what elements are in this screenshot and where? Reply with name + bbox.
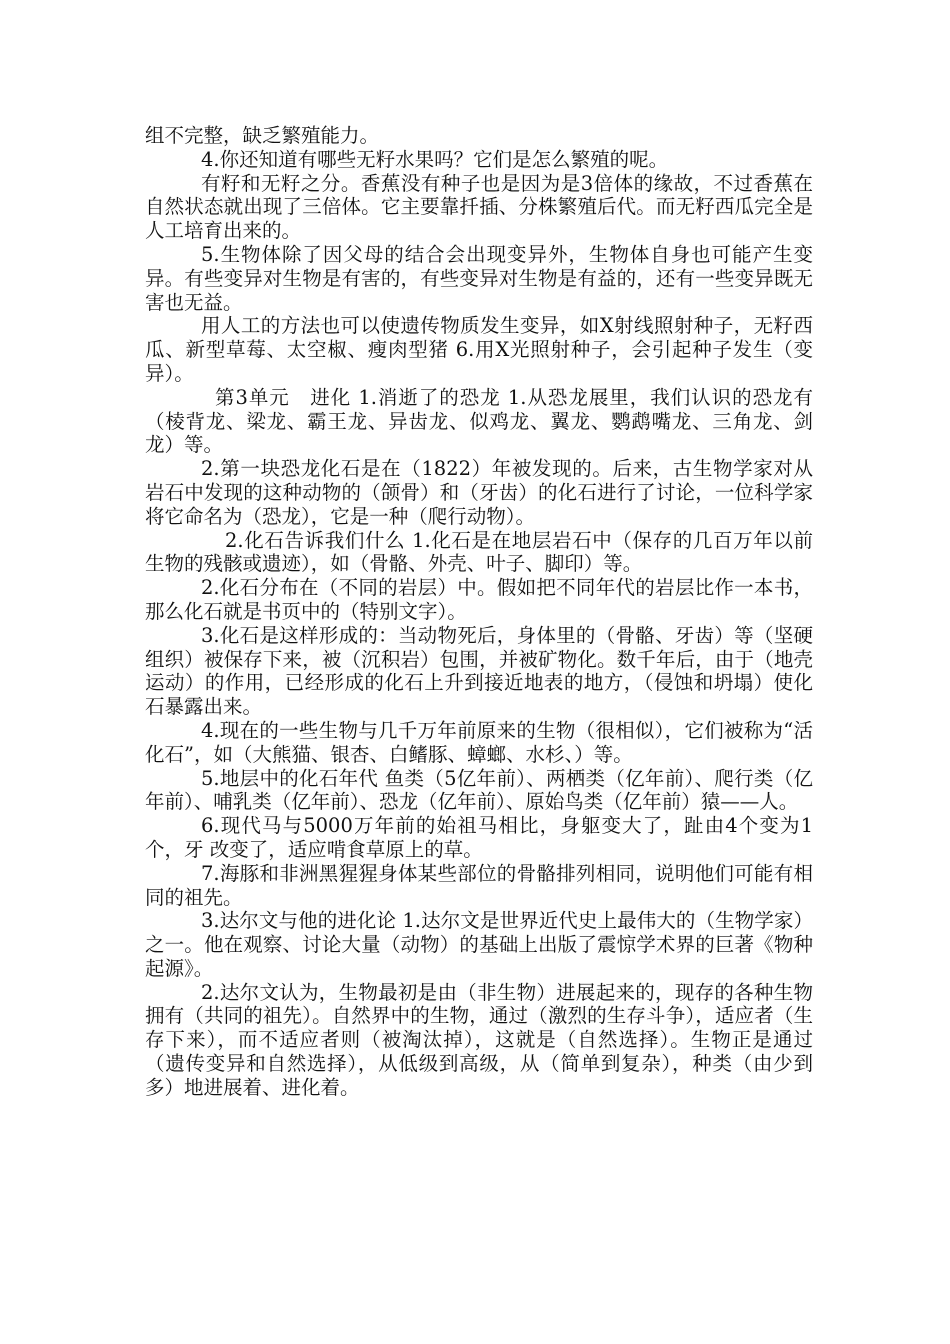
paragraph-3: 有籽和无籽之分。香蕉没有种子也是因为是3倍体的缘故，不过香蕉在自然状态就出现了三倍体。它主要靠扦插、分株繁殖后代。而无籽西瓜完全是人工培育出来的。 [145, 171, 813, 243]
paragraph-15: 3.达尔文与他的进化论 1.达尔文是世界近代史上最伟大的（生物学家）之一。他在观察、讨论大量（动物）的基础上出版了震惊学术界的巨著《物种起源》。 [145, 909, 813, 980]
paragraph-9: 2.化石分布在（不同的岩层）中。假如把不同年代的岩层比作一本书，那么化石就是书页中的（特别文字）。 [145, 576, 813, 623]
document-body [145, 124, 813, 1100]
paragraph-7: 2.第一块恐龙化石是在（1822）年被发现的。后来，古生物学家对从岩石中发现的这种动物的（颌骨）和（牙齿）的化石进行了讨论，一位科学家将它命名为（恐龙），它是一种（爬行动物）。 [145, 457, 813, 528]
paragraph-2: 4.你还知道有哪些无籽水果吗？它们是怎么繁殖的呢。 [201, 147, 669, 171]
paragraph-1: 组不完整，缺乏繁殖能力。 [145, 124, 380, 147]
paragraph-10: 3.化石是这样形成的：当动物死后，身体里的（骨骼、牙齿）等（坚硬组织）被保存下来，被（沉积岩）包围，并被矿物化。数千年后，由于（地壳运动）的作用，已经形成的化石上升到接近地表的地方，（侵蚀和坍塌）使化石暴露出来。 [145, 623, 813, 719]
paragraph-6: 第3单元 进化 1.消逝了的恐龙 1.从恐龙展里，我们认识的恐龙有（棱背龙、梁龙、霸王龙、异齿龙、似鸡龙、翼龙、鹦鹉嘴龙、三角龙、剑龙）等。 [145, 385, 813, 457]
paragraph-16: 2.达尔文认为，生物最初是由（非生物）进展起来的，现存的各种生物拥有（共同的祖先）。自然界中的生物，通过（激烈的生存斗争），适应者（生存下来），而不适应者则（被淘汰掉），这就是（自然选择）。生物正是通过（遗传变异和自然选择），从低级到高级，从（简单到复杂），种类（由少到多）地进展着、进化着。 [145, 980, 813, 1099]
paragraph-8: 2.化石告诉我们什么 1.化石是在地层岩石中（保存的几百万年以前生物的残骸或遗迹），如（骨骼、外壳、叶子、脚印）等。 [145, 528, 813, 576]
paragraph-13: 6.现代马与5000万年前的始祖马相比，身躯变大了，趾由4个变为1个，牙 改变了，适应啃食草原上的草。 [145, 814, 813, 861]
paragraph-4: 5.生物体除了因父母的结合会出现变异外，生物体自身也可能产生变异。有些变异对生物是有害的，有些变异对生物是有益的，还有一些变异既无害也无益。 [145, 242, 813, 314]
paragraph-12: 5.地层中的化石年代 鱼类（5亿年前）、两栖类（亿年前）、爬行类（亿年前）、哺乳类（亿年前）、恐龙（亿年前）、原始鸟类（亿年前）猿——人。 [145, 766, 813, 814]
paragraph-11: 4.现在的一些生物与几千万年前原来的生物（很相似），它们被称为“活化石”，如（大熊猫、银杏、白鳍豚、蟑螂、水杉、）等。 [145, 718, 813, 766]
paragraph-5: 用人工的方法也可以使遗传物质发生变异，如X射线照射种子，无籽西瓜、新型草莓、太空椒、瘦肉型猪 6.用X光照射种子，会引起种子发生（变异）。 [145, 314, 813, 385]
paragraph-14: 7.海豚和非洲黑猩猩身体某些部位的骨骼排列相同，说明他们可能有相同的祖先。 [145, 861, 813, 909]
